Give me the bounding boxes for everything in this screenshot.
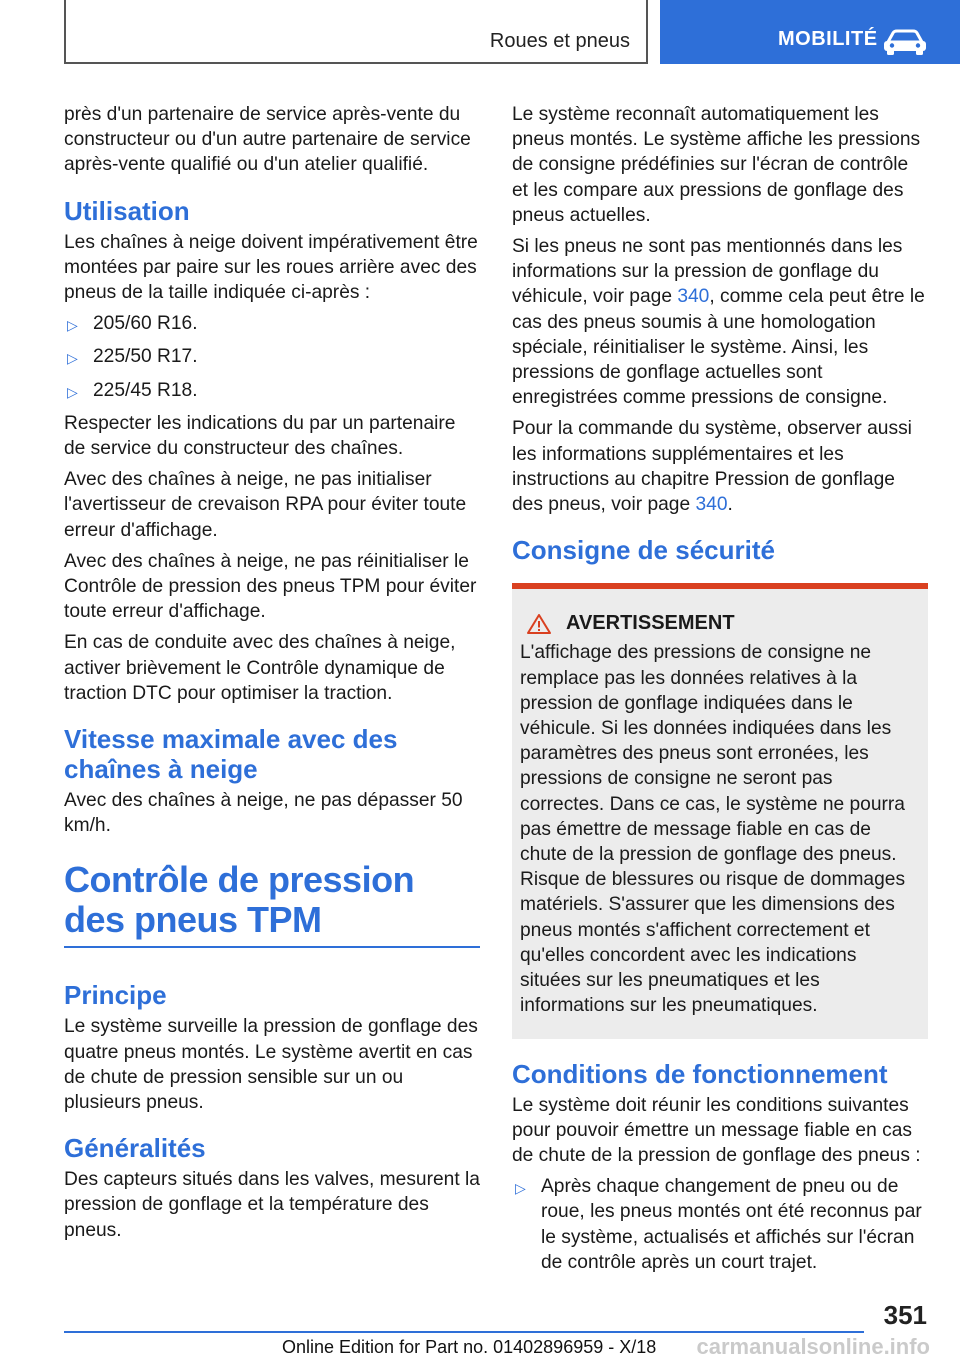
list-item: ▷ Après chaque changement de pneu ou de roue, les pneus montés ont été reconnus par le système, actualisés et affichés sur l'écran de contrôle après un court trajet. — [515, 1176, 922, 1273]
generalites-paragraph: Des capteurs situés dans les valves, mesurent la pression de gonflage et la température des pneus. — [64, 1169, 480, 1241]
watermark: carmanualsonline.info — [696, 1334, 930, 1359]
warning-triangle-icon — [526, 613, 552, 635]
warning-title: AVERTISSEMENT — [566, 612, 735, 635]
utilisation-paragraph: Les chaînes à neige doivent impérativement être montées par paire sur les roues arrière avec des pneus de la taille indiquée ci-après : — [64, 231, 478, 304]
rpa-paragraph: Avec des chaînes à neige, ne pas initialiser l'avertisseur de crevaison RPA pour éviter toute erreur d'affichage. — [64, 469, 467, 541]
heading-principe: Principe — [64, 980, 167, 1011]
conditions-list — [512, 1174, 928, 1275]
triangle-bullet-icon: ▷ — [67, 350, 78, 367]
heading-consigne-securite: Consigne de sécurité — [512, 535, 775, 566]
heading-tpm: Contrôle de pression des pneus TPM — [64, 859, 415, 941]
respect-paragraph: Respecter les indications du par un partenaire de service du constructeur des chaînes. — [64, 412, 456, 460]
chapter-tab — [660, 0, 960, 64]
intro-paragraph: près d'un partenaire de service après-vente du constructeur ou d'un autre partenaire de service après-vente qualifié ou d'un atelier qualifié. — [64, 104, 471, 176]
tpm-reset-paragraph: Avec des chaînes à neige, ne pas réinitialiser le Contrôle de pression des pneus TPM pour éviter toute erreur d'affichage. — [64, 550, 477, 623]
command-paragraph: Pour la commande du système, observer aussi les informations supplémentaires et les instructions au chapitre Pression de gonflage des pneus, voir page 340. — [512, 418, 912, 516]
list-item: ▷ 225/50 R17. — [64, 344, 480, 369]
warning-header — [526, 611, 920, 636]
warning-text: L'affichage des pressions de consigne ne remplace pas les données relatives à la pression de gonflage indiquées dans le véhicule. Si les données indiquées dans les paramètres des pneus sont erronées, les pressions de consigne ne seront pas correctes. Dans ce cas, le système ne pourra pas émettre de message fiable en cas de chute de la pression de gonflage des pneus. Risque de blessures ou risque de dommages matériels. S'assurer que les dimensions des pneus montés s'affichent correctement et qu'elles concordent avec les indications situées sur les pneumatiques et les informations sur les pneumatiques. — [520, 642, 906, 1017]
warning-box — [512, 583, 928, 1038]
heading-generalites: Généralités — [64, 1133, 206, 1164]
chapter-label: MOBILITÉ — [778, 28, 878, 50]
triangle-bullet-icon: ▷ — [67, 383, 78, 400]
conditions-paragraph: Le système doit réunir les conditions suivantes pour pouvoir émettre un message fiable en cas de chute de la pression de gonflage des pneus : — [512, 1094, 921, 1166]
header-section-box — [64, 0, 648, 64]
recognition-paragraph: Le système reconnaît automatiquement les pneus montés. Le système affiche les pressions de consigne prédéfinies sur l'écran de contrôle et les compare aux pressions de gonflage des pneus actuelles. — [512, 104, 921, 226]
principe-paragraph: Le système surveille la pression de gonflage des quatre pneus montés. Le système avertit en cas de chute de pression sensible sur un ou plusieurs pneus. — [64, 1016, 478, 1114]
footer-rule — [64, 1331, 864, 1333]
page-link[interactable]: 340 — [695, 494, 728, 516]
tire-size-list — [64, 311, 480, 403]
section-title: Roues et pneus — [489, 30, 630, 52]
triangle-bullet-icon: ▷ — [67, 317, 78, 334]
right-column — [512, 102, 928, 1283]
triangle-bullet-icon: ▷ — [515, 1180, 526, 1197]
heading-vitesse-maximale: Vitesse maximale avec des chaînes à neige — [64, 724, 398, 785]
edition-text: Online Edition for Part no. 01402896959 - X/18 — [282, 1337, 657, 1357]
list-item: ▷ 205/60 R16. — [64, 311, 480, 336]
page-number: 351 — [883, 1300, 927, 1330]
car-icon — [882, 28, 928, 56]
reset-paragraph: Si les pneus ne sont pas mentionnés dans les informations sur la pression de gonflage du véhicule, voir page 340, comme cela peut être le cas des pneus soumis à une homologation spéciale, réinitialiser le système. Ainsi, les pressions de gonflage actuelles sont enregistrées comme pressions de consigne. — [512, 236, 925, 409]
heading-conditions: Conditions de fonctionnement — [512, 1058, 888, 1089]
page-link[interactable]: 340 — [677, 286, 710, 308]
vitesse-paragraph: Avec des chaînes à neige, ne pas dépasser 50 km/h. — [64, 790, 463, 837]
dtc-paragraph: En cas de conduite avec des chaînes à neige, activer brièvement le Contrôle dynamique de traction DTC pour optimiser la traction. — [64, 632, 456, 704]
left-column — [64, 102, 480, 1249]
heading-utilisation: Utilisation — [64, 195, 190, 226]
list-item: ▷ 225/45 R18. — [64, 378, 480, 403]
